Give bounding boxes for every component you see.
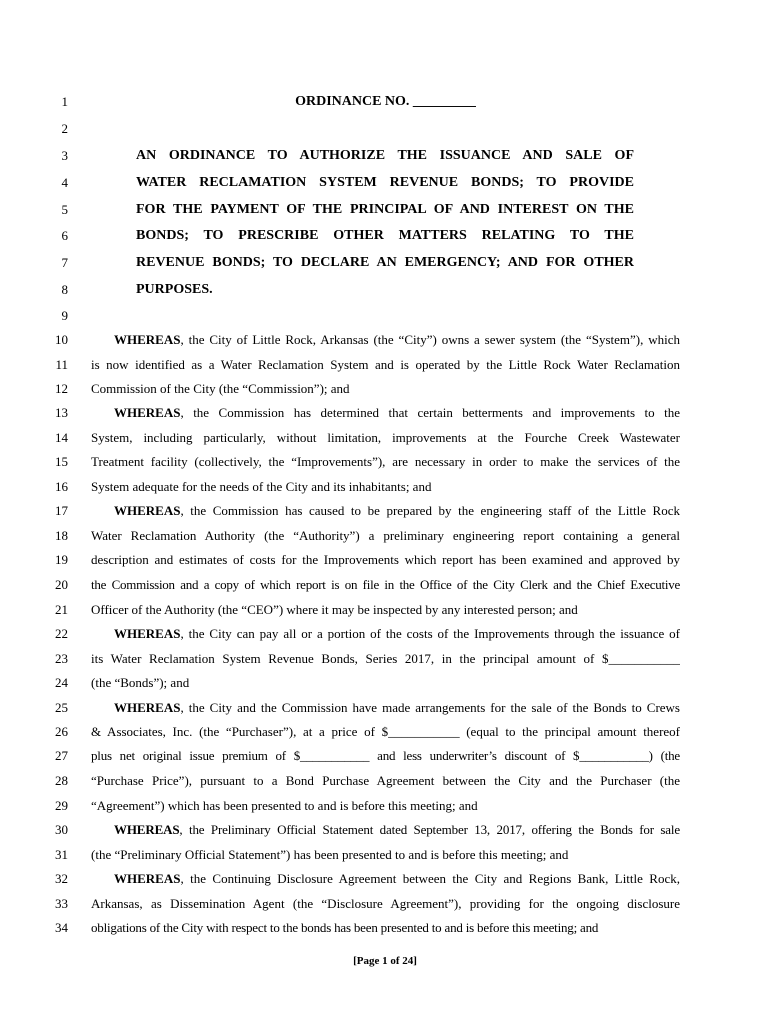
body-text: “Purchase Price”), pursuant to a Bond Purchase Agreement between the City and the Purchaser (the [91,773,680,788]
line-number: 18 [55,528,68,543]
line-number: 17 [55,503,68,518]
body-text: is now identified as a Water Reclamation System and is operated by the Little Rock Water Reclamation [91,357,680,372]
line-number: 2 [61,121,68,136]
doc-line-15 [0,452,770,472]
body-text: the Commission and a copy of which report is on file in the Office of the City Clerk and the Chief Executive [91,577,680,592]
line-number: 21 [55,602,68,617]
doc-line-31 [0,845,770,865]
body-text: (the “Bonds”); and [91,675,190,690]
doc-line-24 [0,673,770,693]
body-text: Treatment facility (collectively, the “Improvements”), are necessary in order to make the services of the [91,454,680,469]
body-text: WHEREAS, the City of Little Rock, Arkansas (the “City”) owns a sewer system (the “System”), which [114,332,680,347]
line-number: 26 [55,724,68,739]
line-number: 15 [55,454,68,469]
doc-line-19 [0,550,770,570]
line-number: 8 [61,282,68,297]
line-number: 20 [55,577,68,592]
body-text: WHEREAS, the Preliminary Official Statement dated September 13, 2017, offering the Bonds for sale [114,822,680,837]
line-number: 11 [55,357,68,372]
body-text: System adequate for the needs of the City and its inhabitants; and [91,479,432,494]
doc-line-7 [0,253,770,273]
whereas-label: WHEREAS [114,332,181,347]
doc-line-18 [0,526,770,546]
caption-line: WATER RECLAMATION SYSTEM REVENUE BONDS; TO PROVIDE [136,175,634,190]
line-number: 7 [61,255,68,270]
line-number: 29 [55,798,68,813]
line-number: 28 [55,773,68,788]
whereas-label: WHEREAS [114,626,181,641]
body-text: its Water Reclamation System Revenue Bonds, Series 2017, in the principal amount of $___________ [91,651,680,666]
doc-line-3 [0,146,770,166]
body-text: Commission of the City (the “Commission”); and [91,381,350,396]
line-number: 31 [55,847,68,862]
doc-line-29 [0,796,770,816]
caption-line: FOR THE PAYMENT OF THE PRINCIPAL OF AND INTEREST ON THE [136,202,634,217]
body-text: description and estimates of costs for the Improvements which report has been examined and approved by [91,552,680,567]
line-number: 14 [55,430,68,445]
doc-line-17 [0,501,770,521]
whereas-label: WHEREAS [114,700,181,715]
doc-line-4 [0,173,770,193]
doc-line-14 [0,428,770,448]
caption-line: REVENUE BONDS; TO DECLARE AN EMERGENCY; AND FOR OTHER [136,255,634,270]
body-text: WHEREAS, the Commission has caused to be prepared by the engineering staff of the Little Rock [114,503,680,518]
body-text: Water Reclamation Authority (the “Authority”) a preliminary engineering report containing a general [91,528,680,543]
line-number: 19 [55,552,68,567]
body-text: Officer of the Authority (the “CEO”) where it may be inspected by any interested person; and [91,602,578,617]
whereas-label: WHEREAS [114,503,181,518]
body-text: WHEREAS, the Continuing Disclosure Agreement between the City and Regions Bank, Little Rock, [114,871,680,886]
line-number: 25 [55,700,68,715]
caption-line: AN ORDINANCE TO AUTHORIZE THE ISSUANCE AND SALE OF [136,148,634,163]
line-number: 4 [61,175,68,190]
doc-line-13 [0,403,770,423]
line-number: 23 [55,651,68,666]
line-number: 24 [55,675,68,690]
line-number: 6 [61,228,68,243]
line-number: 1 [61,94,68,109]
line-number: 10 [55,332,68,347]
body-text: System, including particularly, without limitation, improvements at the Fourche Creek Wastewater [91,430,680,445]
line-number: 33 [55,896,68,911]
doc-line-34 [0,918,770,938]
whereas-label: WHEREAS [114,871,181,886]
doc-line-20 [0,575,770,595]
line-number: 32 [55,871,68,886]
line-number: 9 [61,308,68,323]
doc-line-28 [0,771,770,791]
doc-line-11 [0,355,770,375]
body-text: plus net original issue premium of $___________ and less underwriter’s discount of $___________) (the [91,748,680,763]
doc-line-5 [0,200,770,220]
body-text: & Associates, Inc. (the “Purchaser”), at a price of $___________ (equal to the principal amount thereof [91,724,680,739]
caption-line: BONDS; TO PRESCRIBE OTHER MATTERS RELATING TO THE [136,228,634,243]
doc-line-12 [0,379,770,399]
body-text: WHEREAS, the Commission has determined that certain betterments and improvements to the [114,405,680,420]
ordinance-title: ORDINANCE NO. _________ [295,94,476,109]
body-text: Arkansas, as Dissemination Agent (the “Disclosure Agreement”), providing for the ongoing disclosure [91,896,680,911]
line-number: 13 [55,405,68,420]
caption-line: PURPOSES. [136,282,213,297]
doc-line-9 [0,306,770,326]
doc-line-27 [0,746,770,766]
doc-line-21 [0,600,770,620]
body-text: WHEREAS, the City and the Commission have made arrangements for the sale of the Bonds to Crews [114,700,680,715]
line-number: 5 [61,202,68,217]
line-number: 27 [55,748,68,763]
body-text: “Agreement”) which has been presented to and is before this meeting; and [91,798,478,813]
doc-line-6 [0,226,770,246]
line-number: 16 [55,479,68,494]
body-text: (the “Preliminary Official Statement”) has been presented to and is before this meeting; and [91,847,569,862]
doc-line-32 [0,869,770,889]
doc-line-8 [0,280,770,300]
doc-line-10 [0,330,770,350]
doc-line-2 [0,119,770,139]
page-footer: [Page 1 of 24] [353,955,417,967]
doc-line-23 [0,649,770,669]
doc-line-1 [0,92,770,112]
line-number: 3 [61,148,68,163]
whereas-label: WHEREAS [114,822,180,837]
doc-line-25 [0,698,770,718]
doc-line-33 [0,894,770,914]
doc-line-30 [0,820,770,840]
doc-line-16 [0,477,770,497]
body-text: WHEREAS, the City can pay all or a portion of the costs of the Improvements through the issuance of [114,626,680,641]
doc-line-22 [0,624,770,644]
whereas-label: WHEREAS [114,405,181,420]
body-text: obligations of the City with respect to the bonds has been presented to and is before this meeting; and [91,920,599,935]
line-number: 34 [55,920,68,935]
line-number: 30 [55,822,68,837]
doc-line-26 [0,722,770,742]
line-number: 22 [55,626,68,641]
line-number: 12 [55,381,68,396]
